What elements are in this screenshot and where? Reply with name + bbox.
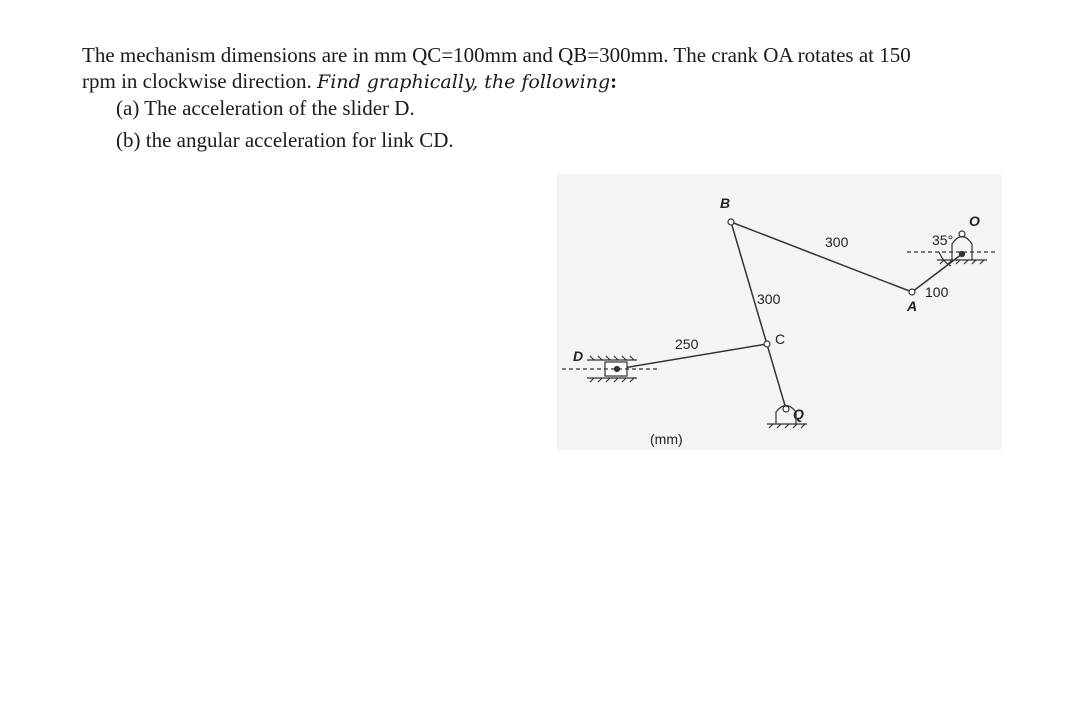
label-point-q: Q — [793, 406, 804, 422]
label-point-d: D — [573, 348, 584, 364]
joint-a — [909, 289, 915, 295]
link-ab — [731, 222, 912, 292]
dimension-qb: 300 — [757, 291, 781, 307]
mechanism-diagram — [557, 174, 1002, 450]
label-point-o: O — [969, 213, 980, 229]
question-part-a: (a) The acceleration of the slider D. — [116, 96, 415, 120]
problem-line-2-text: rpm in clockwise direction. — [82, 69, 318, 93]
units-label: (mm) — [650, 431, 683, 447]
dimension-cd: 250 — [675, 336, 699, 352]
dimension-angle: 35° — [932, 232, 954, 248]
label-point-a: A — [907, 298, 918, 314]
question-parts — [82, 95, 1012, 153]
problem-line-2 — [82, 68, 1012, 95]
dimension-oa: 100 — [925, 284, 949, 300]
link-qb — [731, 222, 786, 409]
label-point-c: C — [775, 331, 786, 347]
problem-task-italic: Find graphically, the following — [317, 71, 611, 93]
problem-statement — [82, 42, 1012, 153]
question-part-b: (b) the angular acceleration for link CD. — [116, 128, 454, 152]
label-point-b: B — [720, 195, 731, 211]
dimension-ab: 300 — [825, 234, 849, 250]
problem-line-1: The mechanism dimensions are in mm QC=100mm and QB=300mm. The crank OA rotates at 150 — [82, 43, 911, 67]
problem-task-colon: : — [610, 69, 618, 93]
joint-b — [728, 219, 734, 225]
joint-c — [764, 341, 770, 347]
mechanism-figure — [557, 174, 1002, 450]
